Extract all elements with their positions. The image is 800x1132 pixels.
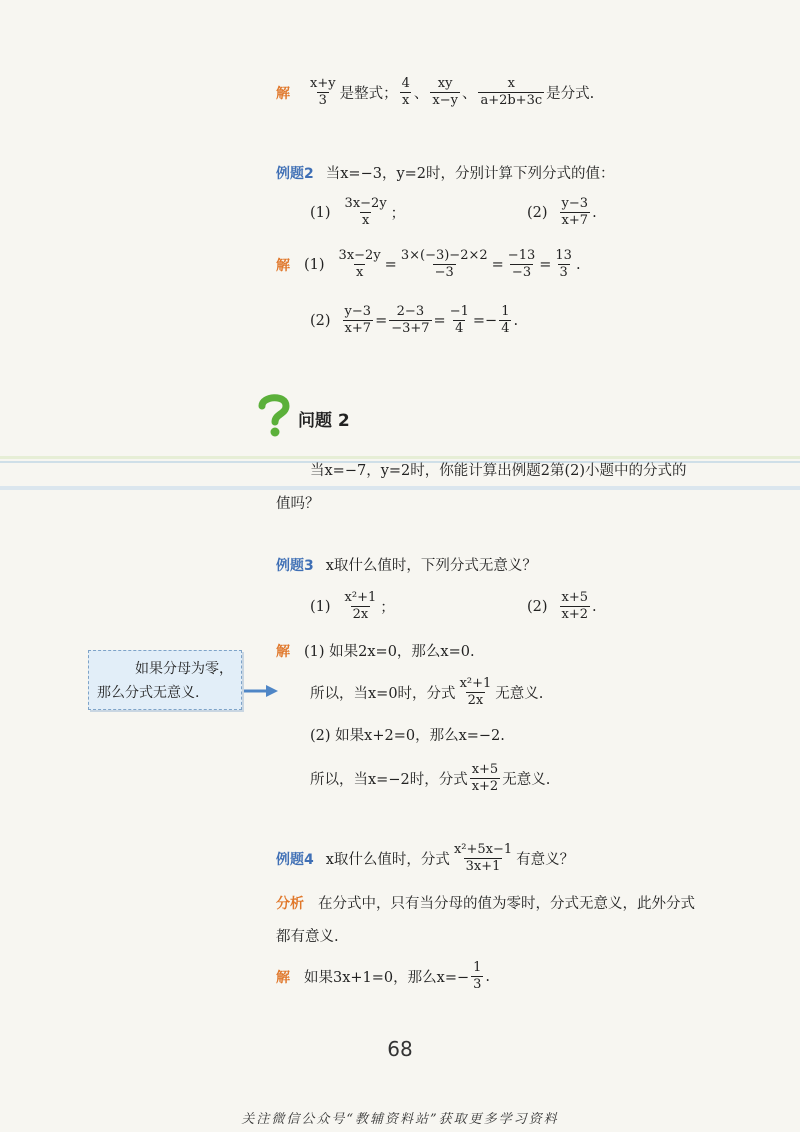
example3-solution2-conclusion: 所以，当x=−2时，分式 $\frac{x+5}{x+2}$ 无意义. <box>310 762 551 795</box>
example3-problem2: (2) $\frac{x+5}{x+2}$ . <box>527 590 597 623</box>
fraction: $\frac{x+5}{x+2}$ <box>471 762 499 795</box>
page-number: 68 <box>387 1037 413 1061</box>
question2-text1: 当x=−7，y=2时，你能计算出例题2第(2)小题中的分式的 <box>310 463 687 479</box>
fraction: $\frac{13}{3}$ <box>555 248 572 281</box>
fraction: $\frac{\text{x²+5x−1}}{3x+1}$ <box>453 842 513 875</box>
example3-prompt: 例题3 x取什么值时，下列分式无意义？ <box>276 554 537 575</box>
fraction: $\frac{2-3}{-3+7}$ <box>391 304 430 337</box>
example2-prompt: 例题2 当x=−3，y=2时，分别计算下列分式的值： <box>276 162 615 183</box>
fraction: $\frac{x+y}{3}$ <box>310 76 336 109</box>
fraction: $\frac{\text{x²+1}}{2x}$ <box>459 676 492 709</box>
example4-analysis1: 分析 在分式中，只有当分母的值为零时，分式无意义，此外分式 <box>276 892 695 913</box>
fraction: $\frac{3\times(-3)-2\times 2}{-3}$ <box>400 248 488 281</box>
footer-watermark: 关注微信公众号“教辅资料站”获取更多学习资料 <box>241 1112 559 1127</box>
example3-solution1: 解 (1) 如果2x=0，那么x=0. <box>276 640 475 661</box>
question2-text2: 值吗？ <box>276 496 320 512</box>
fraction: $\frac{3x-2y}{x}$ <box>338 248 381 281</box>
question2-title: 问题 2 <box>298 411 350 431</box>
fraction: $\frac{y-3}{x+7}$ <box>344 304 372 337</box>
divider <box>0 486 800 490</box>
fraction: $\frac{\text{x²+1}}{2x}$ <box>344 590 377 623</box>
example2-solution1: 解 (1) $\frac{3x-2y}{x}$ = $\frac{3\times(-3)-2\times 2}{-3}$ = $\frac{-13}{-3}$ = $\frac{13}{3}$ . <box>276 248 581 281</box>
text: 是整式； <box>339 86 398 103</box>
fraction: $\frac{y-3}{x+7}$ <box>561 196 589 229</box>
solution-label: 解 <box>276 85 290 102</box>
question-mark-icon <box>256 392 292 438</box>
note-line: 如果分母为零， <box>135 661 233 677</box>
example2-label: 例题2 <box>276 165 314 182</box>
fraction: $\frac{1}{3}$ <box>473 960 482 993</box>
fraction: $\frac{x+5}{x+2}$ <box>561 590 589 623</box>
example3-problem1: (1) $\frac{\text{x²+1}}{2x}$ ； <box>310 590 395 623</box>
example2-problem2: (2) $\frac{y-3}{x+7}$ . <box>527 196 597 229</box>
fraction: $\frac{4}{x}$ <box>401 76 410 109</box>
fraction: $\frac{3x-2y}{x}$ <box>344 196 387 229</box>
example4-label: 例题4 <box>276 851 314 868</box>
note-line: 那么分式无意义. <box>97 685 200 701</box>
fraction: $\frac{1}{4}$ <box>501 304 510 337</box>
top-solution-line: 解 $\frac{x+y}{3}$ 是整式； $\frac{4}{x}$ 、 $\frac{xy}{x-y}$ 、 $\frac{x}{a+2b+3c}$ 是分式. <box>276 76 595 109</box>
text: 是分式. <box>546 86 595 103</box>
example3-solution1-conclusion: 所以，当x=0时，分式 $\frac{\text{x²+1}}{2x}$ 无意义. <box>310 676 544 709</box>
analysis-label: 分析 <box>276 895 304 912</box>
fraction: $\frac{-1}{4}$ <box>449 304 469 337</box>
fraction: $\frac{xy}{x-y}$ <box>432 76 458 109</box>
example4-prompt: 例题4 x取什么值时，分式 $\frac{\text{x²+5x−1}}{3x+1}$ 有意义？ <box>276 842 575 875</box>
example4-solution: 解 如果3x+1=0，那么x=− $\frac{1}{3}$ . <box>276 960 491 993</box>
example2-solution2: (2) $\frac{y-3}{x+7}$ = $\frac{2-3}{-3+7}$ = $\frac{-1}{4}$ =− $\frac{1}{4}$ . <box>310 304 519 337</box>
fraction: $\frac{x}{a+2b+3c}$ <box>480 76 543 109</box>
fraction: $\frac{-13}{-3}$ <box>507 248 536 281</box>
solution-label: 解 <box>276 643 290 660</box>
side-note <box>88 650 242 710</box>
example3-solution2: (2) 如果x+2=0，那么x=−2. <box>310 728 505 744</box>
example3-label: 例题3 <box>276 557 314 574</box>
arrow-right-icon <box>244 683 278 702</box>
solution-label: 解 <box>276 257 290 274</box>
example2-problem1: (1) $\frac{3x-2y}{x}$ ； <box>310 196 406 229</box>
example4-analysis2: 都有意义. <box>276 929 339 945</box>
solution-label: 解 <box>276 969 290 986</box>
